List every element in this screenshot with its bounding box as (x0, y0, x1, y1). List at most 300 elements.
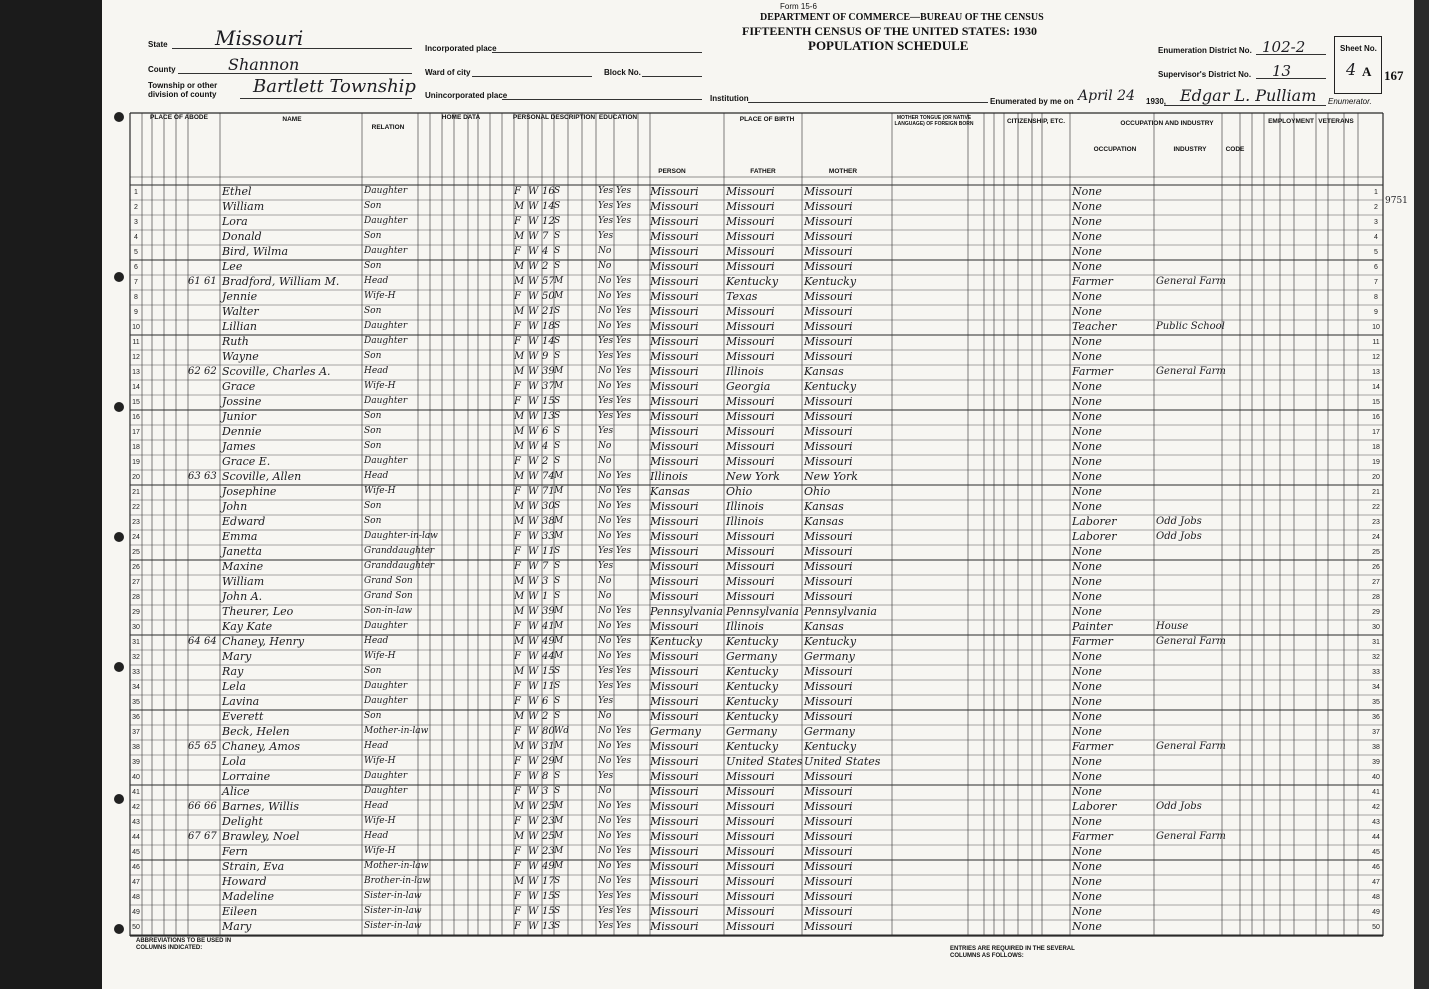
punch-hole (114, 402, 124, 412)
cell-age: 14 (542, 201, 555, 212)
cell-father: Missouri (726, 425, 775, 438)
cell-sex: F (514, 906, 521, 917)
cell-dw: 65 (188, 741, 201, 752)
cell-age: 7 (542, 231, 549, 242)
cell-name: Lela (222, 680, 246, 693)
cell-read: Yes (616, 726, 632, 736)
cell-mother: Missouri (804, 350, 853, 363)
cell-age: 33 (542, 531, 555, 542)
cell-age: 38 (542, 516, 555, 527)
group-personal-description: PERSONAL DESCRIPTION (512, 114, 596, 121)
cell-rel: Daughter (364, 456, 408, 466)
incorporated-label: Incorporated place (425, 44, 497, 53)
line-number: 10 (1372, 324, 1380, 331)
cell-ms: M (554, 381, 564, 391)
cell-ms: S (554, 336, 561, 346)
cell-mother: Missouri (804, 800, 853, 813)
line-number: 23 (132, 519, 140, 526)
cell-age: 29 (542, 756, 555, 767)
cell-birth: Missouri (650, 455, 699, 468)
cell-ms: M (554, 741, 564, 751)
ward-label: Ward of city (425, 68, 471, 77)
cell-ms: S (554, 351, 561, 361)
cell-read: Yes (616, 291, 632, 301)
cell-age: 12 (542, 216, 555, 227)
cell-mother: Missouri (804, 200, 853, 213)
cell-mother: Missouri (804, 455, 853, 468)
cell-birth: Kentucky (650, 635, 703, 648)
cell-fam: 61 (204, 276, 217, 287)
cell-mother: United States (804, 755, 881, 768)
cell-sch: No (598, 876, 612, 886)
cell-sch: No (598, 831, 612, 841)
cell-mother: Missouri (804, 185, 853, 198)
cell-ms: S (554, 591, 561, 601)
cell-name: John (222, 500, 248, 513)
cell-dw: 67 (188, 831, 201, 842)
cell-ms: M (554, 636, 564, 646)
cell-age: 7 (542, 561, 549, 572)
cell-birth: Missouri (650, 800, 699, 813)
cell-birth: Missouri (650, 395, 699, 408)
cell-age: 25 (542, 801, 555, 812)
line-number: 14 (1372, 384, 1380, 391)
cell-mother: Missouri (804, 335, 853, 348)
cell-ms: M (554, 756, 564, 766)
cell-mother: Kansas (804, 365, 844, 378)
line-number: 33 (132, 669, 140, 676)
cell-occ: None (1072, 290, 1102, 303)
cell-read: Yes (616, 501, 632, 511)
group-occupation-industry: OCCUPATION AND INDUSTRY (1120, 120, 1214, 127)
cell-name: Mary (222, 650, 252, 663)
line-number: 22 (1372, 504, 1380, 511)
cell-occ: Farmer (1072, 275, 1113, 288)
cell-rel: Son (364, 516, 382, 526)
cell-ms: M (554, 651, 564, 661)
stamp-number: 167 (1384, 68, 1404, 83)
cell-father: New York (726, 470, 780, 483)
line-number: 18 (132, 444, 140, 451)
cell-occ: None (1072, 245, 1102, 258)
cell-age: 71 (542, 486, 555, 497)
cell-sch: No (598, 246, 612, 256)
cell-father: Missouri (726, 260, 775, 273)
line-number: 39 (1372, 759, 1380, 766)
cell-rel: Daughter (364, 681, 408, 691)
punch-hole (114, 112, 124, 122)
cell-mother: Missouri (804, 410, 853, 423)
cell-sch: No (598, 786, 612, 796)
cell-occ: None (1072, 215, 1102, 228)
sheet-letter: A (1362, 64, 1372, 79)
institution-label: Institution (710, 94, 749, 103)
cell-name: Donald (222, 230, 262, 243)
cell-sch: Yes (598, 216, 614, 226)
line-number: 35 (1372, 699, 1380, 706)
cell-sex: M (514, 591, 525, 602)
cell-name: Ray (222, 665, 244, 678)
punch-hole (114, 662, 124, 672)
enumerated-label: Enumerated by me on (990, 97, 1074, 106)
cell-ms: S (554, 696, 561, 706)
cell-ms: S (554, 186, 561, 196)
cell-rel: Head (364, 741, 389, 751)
line-number: 3 (134, 219, 138, 226)
cell-read: Yes (616, 666, 632, 676)
cell-rel: Wife-H (364, 651, 396, 661)
township-value: Bartlett Township (253, 76, 416, 97)
cell-rel: Son (364, 666, 382, 676)
state-value: Missouri (215, 26, 304, 50)
cell-name: Madeline (222, 890, 275, 903)
cell-rel: Wife-H (364, 486, 396, 496)
cell-read: Yes (616, 891, 632, 901)
cell-rel: Head (364, 801, 389, 811)
cell-dw: 63 (188, 471, 201, 482)
cell-race: W (528, 531, 539, 542)
cell-ind: Odd Jobs (1156, 531, 1202, 542)
line-number: 21 (132, 489, 140, 496)
cell-read: Yes (616, 651, 632, 661)
head-industry: INDUSTRY (1173, 146, 1207, 153)
cell-ms: M (554, 621, 564, 631)
cell-race: W (528, 756, 539, 767)
line-number: 24 (1372, 534, 1380, 541)
cell-sex: M (514, 831, 525, 842)
cell-sex: F (514, 186, 521, 197)
cell-age: 49 (542, 861, 555, 872)
cell-name: Jossine (222, 395, 262, 408)
cell-sch: Yes (598, 921, 614, 931)
cell-father: Kentucky (726, 740, 779, 753)
cell-birth: Missouri (650, 515, 699, 528)
line-number: 20 (1372, 474, 1380, 481)
cell-mother: Missouri (804, 560, 853, 573)
cell-occ: None (1072, 380, 1102, 393)
line-number: 25 (1372, 549, 1380, 556)
cell-sch: No (598, 726, 612, 736)
cell-father: Missouri (726, 785, 775, 798)
punch-hole (114, 794, 124, 804)
cell-sch: No (598, 801, 612, 811)
cell-name: John A. (222, 590, 263, 603)
cell-ms: S (554, 396, 561, 406)
cell-ms: S (554, 441, 561, 451)
cell-race: W (528, 351, 539, 362)
line-number: 1 (1374, 189, 1378, 196)
line-number: 36 (1372, 714, 1380, 721)
cell-father: Missouri (726, 830, 775, 843)
cell-rel: Son-in-law (364, 606, 413, 616)
cell-race: W (528, 621, 539, 632)
cell-birth: Missouri (650, 830, 699, 843)
cell-race: W (528, 426, 539, 437)
cell-occ: None (1072, 335, 1102, 348)
line-number: 8 (1374, 294, 1378, 301)
cell-birth: Pennsylvania (650, 605, 723, 618)
cell-ind: General Farm (1156, 741, 1226, 752)
cell-father: Missouri (726, 875, 775, 888)
cell-ms: S (554, 561, 561, 571)
cell-sch: No (598, 291, 612, 301)
cell-ind: Odd Jobs (1156, 801, 1202, 812)
cell-read: Yes (616, 876, 632, 886)
state-label: State (148, 40, 168, 49)
cell-read: Yes (616, 381, 632, 391)
cell-read: Yes (616, 306, 632, 316)
cell-age: 37 (542, 381, 555, 392)
cell-sch: No (598, 486, 612, 496)
cell-read: Yes (616, 831, 632, 841)
cell-sch: Yes (598, 891, 614, 901)
cell-mother: Pennsylvania (804, 605, 877, 618)
cell-rel: Daughter (364, 786, 408, 796)
cell-sex: F (514, 651, 521, 662)
line-number: 6 (134, 264, 138, 271)
cell-rel: Son (364, 441, 382, 451)
unincorporated-label: Unincorporated place (425, 91, 508, 100)
head-code: CODE (1225, 146, 1245, 153)
cell-age: 30 (542, 501, 555, 512)
cell-ms: S (554, 216, 561, 226)
cell-sex: M (514, 471, 525, 482)
cell-age: 39 (542, 366, 555, 377)
cell-name: Kay Kate (222, 620, 273, 633)
cell-mother: Missouri (804, 905, 853, 918)
line-number: 37 (132, 729, 140, 736)
cell-occ: Laborer (1072, 530, 1117, 543)
cell-age: 39 (542, 606, 555, 617)
cell-sex: F (514, 291, 521, 302)
cell-race: W (528, 516, 539, 527)
cell-birth: Missouri (650, 185, 699, 198)
line-number: 32 (132, 654, 140, 661)
cell-read: Yes (616, 186, 632, 196)
cell-rel: Daughter (364, 216, 408, 226)
cell-rel: Mother-in-law (364, 861, 429, 871)
cell-birth: Missouri (650, 290, 699, 303)
cell-read: Yes (616, 546, 632, 556)
cell-name: Wayne (222, 350, 259, 363)
cell-dw: 61 (188, 276, 201, 287)
group-education: EDUCATION (598, 114, 638, 121)
cell-occ: None (1072, 230, 1102, 243)
cell-rel: Head (364, 636, 389, 646)
cell-read: Yes (616, 921, 632, 931)
cell-sex: M (514, 276, 525, 287)
cell-rel: Daughter (364, 696, 408, 706)
cell-dw: 66 (188, 801, 201, 812)
line-number: 12 (132, 354, 140, 361)
cell-occ: Laborer (1072, 515, 1117, 528)
line-number: 33 (1372, 669, 1380, 676)
cell-sch: Yes (598, 681, 614, 691)
cell-occ: None (1072, 650, 1102, 663)
cell-sex: F (514, 921, 521, 932)
cell-mother: Missouri (804, 590, 853, 603)
cell-ms: M (554, 531, 564, 541)
cell-race: W (528, 606, 539, 617)
cell-ms: S (554, 501, 561, 511)
cell-fam: 63 (204, 471, 217, 482)
cell-sch: No (598, 366, 612, 376)
cell-mother: Missouri (804, 230, 853, 243)
cell-name: Lorraine (222, 770, 271, 783)
cell-father: Illinois (726, 365, 764, 378)
line-number: 26 (132, 564, 140, 571)
cell-name: Delight (222, 815, 263, 828)
cell-mother: Missouri (804, 575, 853, 588)
cell-birth: Missouri (650, 875, 699, 888)
line-number: 41 (132, 789, 140, 796)
cell-age: 13 (542, 921, 555, 932)
cell-race: W (528, 906, 539, 917)
department-title: DEPARTMENT OF COMMERCE—BUREAU OF THE CENSUS (760, 12, 1044, 23)
cell-father: Ohio (726, 485, 753, 498)
cell-birth: Missouri (650, 740, 699, 753)
cell-father: Missouri (726, 230, 775, 243)
line-number: 14 (132, 384, 140, 391)
punch-hole (114, 532, 124, 542)
cell-father: Kentucky (726, 710, 779, 723)
cell-father: Georgia (726, 380, 771, 393)
cell-read: Yes (616, 411, 632, 421)
population-table (130, 113, 1383, 936)
cell-birth: Missouri (650, 860, 699, 873)
cell-age: 16 (542, 186, 555, 197)
cell-ms: M (554, 291, 564, 301)
cell-father: Missouri (726, 395, 775, 408)
line-number: 12 (1372, 354, 1380, 361)
cell-name: Strain, Eva (222, 860, 285, 873)
line-number: 35 (132, 699, 140, 706)
cell-rel: Sister-in-law (364, 891, 422, 901)
cell-sex: F (514, 381, 521, 392)
cell-sex: F (514, 621, 521, 632)
township-label: Township or other division of county (148, 81, 218, 99)
cell-age: 15 (542, 891, 555, 902)
margin-number: 9751 (1385, 196, 1408, 206)
cell-race: W (528, 696, 539, 707)
cell-occ: None (1072, 905, 1102, 918)
cell-occ: None (1072, 845, 1102, 858)
cell-occ: Teacher (1072, 320, 1117, 333)
cell-birth: Missouri (650, 200, 699, 213)
line-number: 25 (132, 549, 140, 556)
cell-mother: Missouri (804, 215, 853, 228)
cell-sex: F (514, 531, 521, 542)
cell-race: W (528, 816, 539, 827)
cell-mother: Missouri (804, 920, 853, 933)
cell-sex: F (514, 216, 521, 227)
cell-father: Missouri (726, 800, 775, 813)
cell-race: W (528, 396, 539, 407)
cell-race: W (528, 546, 539, 557)
cell-fam: 64 (204, 636, 217, 647)
cell-occ: None (1072, 545, 1102, 558)
cell-name: Barnes, Willis (222, 800, 299, 813)
cell-sex: M (514, 261, 525, 272)
enumerator-name: Edgar L. Pulliam (1180, 86, 1317, 105)
cell-occ: None (1072, 560, 1102, 573)
cell-father: Pennsylvania (726, 605, 799, 618)
group-employment: EMPLOYMENT (1268, 118, 1314, 125)
cell-birth: Missouri (650, 230, 699, 243)
line-number: 44 (132, 834, 140, 841)
cell-mother: Germany (804, 725, 855, 738)
cell-sch: No (598, 261, 612, 271)
cell-ms: M (554, 831, 564, 841)
cell-read: Yes (616, 276, 632, 286)
cell-name: Bradford, William M. (222, 275, 340, 288)
cell-rel: Wife-H (364, 756, 396, 766)
cell-read: Yes (616, 756, 632, 766)
cell-ind: General Farm (1156, 831, 1226, 842)
cell-ind: House (1156, 621, 1189, 632)
cell-ms: M (554, 516, 564, 526)
cell-sex: M (514, 666, 525, 677)
cell-age: 74 (542, 471, 555, 482)
cell-sch: No (598, 306, 612, 316)
line-number: 34 (1372, 684, 1380, 691)
cell-mother: Missouri (804, 545, 853, 558)
cell-sex: M (514, 501, 525, 512)
line-number: 5 (1374, 249, 1378, 256)
cell-age: 11 (542, 681, 555, 692)
cell-occ: None (1072, 305, 1102, 318)
cell-birth: Missouri (650, 695, 699, 708)
cell-race: W (528, 876, 539, 887)
cell-mother: Kentucky (804, 380, 857, 393)
cell-sex: F (514, 696, 521, 707)
cell-read: Yes (616, 621, 632, 631)
cell-sex: F (514, 561, 521, 572)
cell-sex: F (514, 756, 521, 767)
group-citizenship: CITIZENSHIP, ETC. (1006, 118, 1066, 125)
cell-birth: Missouri (650, 245, 699, 258)
cell-father: Missouri (726, 440, 775, 453)
cell-sex: M (514, 231, 525, 242)
cell-mother: New York (804, 470, 858, 483)
cell-father: Missouri (726, 455, 775, 468)
cell-birth: Missouri (650, 530, 699, 543)
cell-mother: Kansas (804, 500, 844, 513)
cell-sch: No (598, 531, 612, 541)
cell-mother: Ohio (804, 485, 831, 498)
cell-birth: Missouri (650, 410, 699, 423)
head-person: PERSON (658, 168, 686, 175)
cell-sex: M (514, 576, 525, 587)
line-number: 36 (132, 714, 140, 721)
cell-mother: Missouri (804, 680, 853, 693)
cell-read: Yes (616, 816, 632, 826)
cell-rel: Son (364, 426, 382, 436)
cell-occ: None (1072, 470, 1102, 483)
cell-rel: Son (364, 306, 382, 316)
cell-father: Kentucky (726, 665, 779, 678)
cell-age: 80 (542, 726, 555, 737)
line-number: 6 (1374, 264, 1378, 271)
cell-mother: Kansas (804, 620, 844, 633)
cell-birth: Missouri (650, 785, 699, 798)
cell-mother: Missouri (804, 890, 853, 903)
entries-title: ENTRIES ARE REQUIRED IN THE SEVERAL COLUMNS AS FOLLOWS: (950, 946, 1075, 959)
line-number: 42 (132, 804, 140, 811)
cell-ms: S (554, 771, 561, 781)
cell-ms: S (554, 456, 561, 466)
line-number: 7 (1374, 279, 1378, 286)
